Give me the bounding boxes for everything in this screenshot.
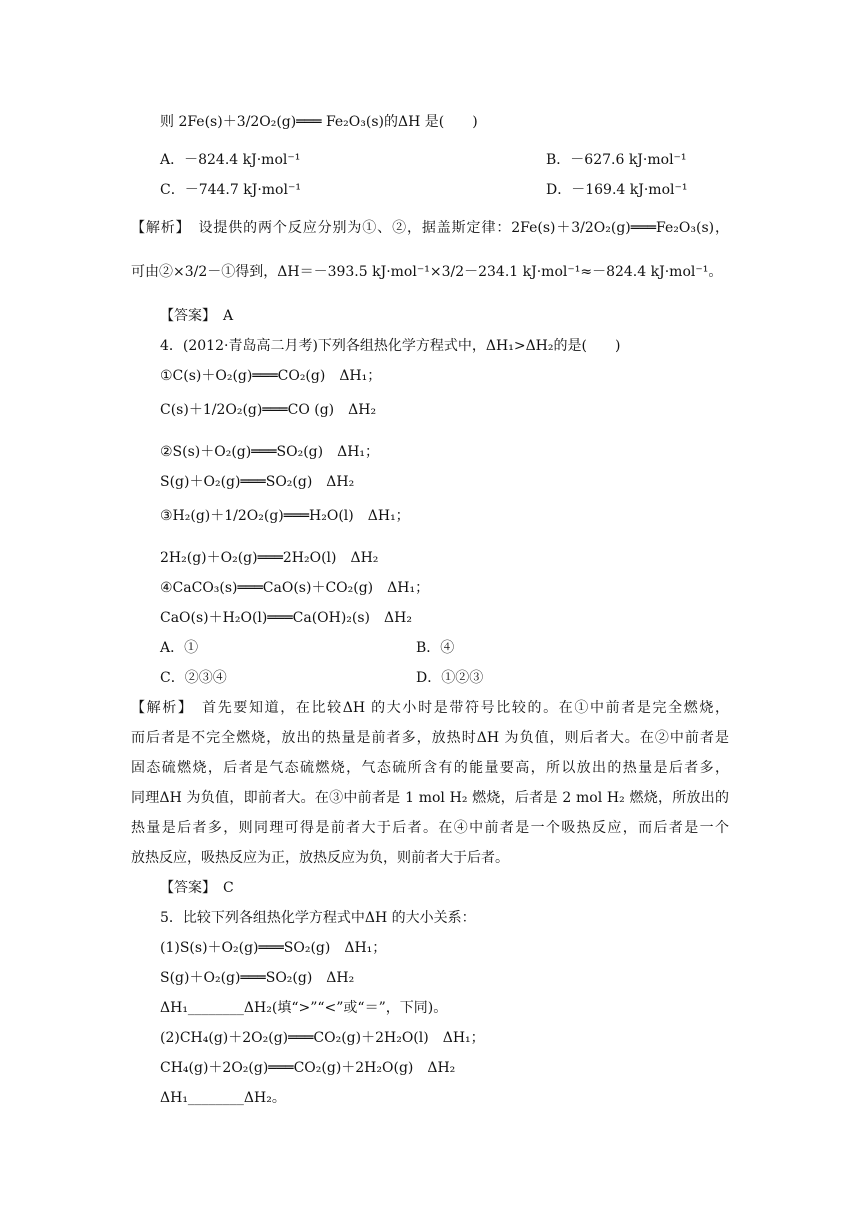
q5-line-1: (1)S(s)＋O₂(g)═══SO₂(g) ΔH₁； [160,940,387,956]
q4-analysis-line-3: 固态硫燃烧，后者是气态硫燃烧，气态硫所含有的能量要高，所以放出的热量是后者多， [131,760,729,776]
q4-analysis-line-1: 【解析】 首先要知道，在比较ΔH 的大小时是带符号比较的。在①中前者是完全燃烧， [131,700,729,716]
q4-analysis-line-6: 放热反应，吸热反应为正，放热反应为负，则前者大于后者。 [131,850,509,866]
q5-line-5: CH₄(g)＋2O₂(g)═══CO₂(g)＋2H₂O(g) ΔH₂ [160,1060,456,1076]
q5-line-3: ΔH₁________ΔH₂(填“>”“<”或“＝”，下同)。 [160,1000,448,1016]
q3-option-b: B．－627.6 kJ·mol⁻¹ [546,152,687,168]
q4-option-c: C．②③④ [160,670,227,686]
q4-analysis-line-5: 热量是后者多，则同理可得是前者大于后者。在④中前者是一个吸热反应，而后者是一个 [131,820,729,836]
q4-option-a: A．① [160,640,199,656]
q5-stem: 5．比较下列各组热化学方程式中ΔH 的大小关系： [160,910,476,926]
q4-analysis-line-4: 同理ΔH 为负值，即前者大。在③中前者是 1 mol H₂ 燃烧，后者是 2 mol H₂ 燃烧，所放出的 [131,790,729,806]
q4-option-d: D．①②③ [416,670,484,686]
q3-option-c: C．－744.7 kJ·mol⁻¹ [160,182,301,198]
q3-answer: 【答案】 A [160,308,234,324]
q5-line-2: S(g)＋O₂(g)═══SO₂(g) ΔH₂ [160,970,355,986]
q4-eq-1b: C(s)＋1/2O₂(g)═══CO (g) ΔH₂ [160,402,377,418]
q4-eq-4a: ④CaCO₃(s)═══CaO(s)＋CO₂(g) ΔH₁； [160,580,430,596]
q3-option-a: A．－824.4 kJ·mol⁻¹ [160,152,301,168]
q5-line-6: ΔH₁________ΔH₂。 [160,1090,286,1106]
q4-eq-2a: ②S(s)＋O₂(g)═══SO₂(g) ΔH₁； [160,444,380,460]
q4-eq-3a: ③H₂(g)＋1/2O₂(g)═══H₂O(l) ΔH₁； [160,508,410,524]
q3-analysis-line-2: 可由②×3/2－①得到，ΔH＝－393.5 kJ·mol⁻¹×3/2－234.1 kJ·mol⁻¹≈－824.4 kJ·mol⁻¹。 [131,264,723,280]
q4-eq-2b: S(g)＋O₂(g)═══SO₂(g) ΔH₂ [160,474,355,490]
q4-eq-1a: ①C(s)＋O₂(g)═══CO₂(g) ΔH₁； [160,368,382,384]
q4-eq-4b: CaO(s)＋H₂O(l)═══Ca(OH)₂(s) ΔH₂ [160,610,412,626]
q3-analysis-line-1: 【解析】 设提供的两个反应分别为①、②，据盖斯定律：2Fe(s)＋3/2O₂(g)═══Fe₂O₃(s)， [131,220,729,236]
q3-option-d: D．－169.4 kJ·mol⁻¹ [546,182,688,198]
q4-option-b: B．④ [416,640,455,656]
q4-answer: 【答案】 C [160,880,234,896]
q4-analysis-line-2: 而后者是不完全燃烧，放出的热量是前者多，放热时ΔH 为负值，则后者大。在②中前者是 [131,730,729,746]
q5-line-4: (2)CH₄(g)＋2O₂(g)═══CO₂(g)＋2H₂O(l) ΔH₁； [160,1030,485,1046]
q4-eq-3b: 2H₂(g)＋O₂(g)═══2H₂O(l) ΔH₂ [160,550,379,566]
q4-stem: 4．(2012·青岛高二月考)下列各组热化学方程式中，ΔH₁>ΔH₂的是( ) [160,338,621,354]
q3-stem: 则 2Fe(s)＋3/2O₂(g)═══ Fe₂O₃(s)的ΔH 是( ) [160,114,478,130]
